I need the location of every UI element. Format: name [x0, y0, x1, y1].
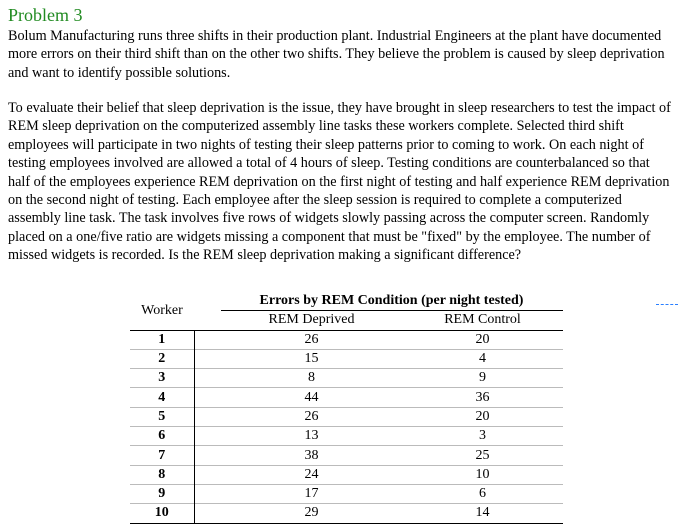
table-row	[130, 369, 563, 388]
table-row	[130, 484, 563, 503]
table-row	[130, 504, 563, 523]
table-row	[130, 349, 563, 368]
rem-deprived-cell: 38	[221, 446, 403, 465]
table-row	[130, 330, 563, 349]
worker-cell: 5	[130, 407, 194, 426]
rem-deprived-cell: 8	[221, 369, 403, 388]
table-row	[130, 465, 563, 484]
table-row	[130, 446, 563, 465]
dashed-marker	[656, 304, 678, 305]
rem-deprived-cell: 29	[221, 504, 403, 523]
rem-deprived-cell: 24	[221, 465, 403, 484]
rem-control-cell: 9	[403, 369, 563, 388]
rem-deprived-cell: 44	[221, 388, 403, 407]
worker-cell: 10	[130, 504, 194, 523]
rem-deprived-cell: 13	[221, 427, 403, 446]
rem-deprived-header: REM Deprived	[268, 312, 355, 328]
method-paragraph: To evaluate their belief that sleep deprivation is the issue, they have brought in sleep researchers to test the impact of REM sleep deprivation on the computerized assembly line tasks these workers complete. Selected third shift employees will participate in two nights of testing their sleep patterns prior to coming to work. On each night of testing employees involved are allowed a total of 4 hours of sleep. Testing conditions are counterbalanced so that half of the employees experience REM deprivation on the first night of testing and half experience REM deprivation on the second night of testing. Each employee after the sleep session is required to complete a computerized assembly line task. The task involves five rows of widgets slowly passing across the computer screen. Randomly placed on a one/five ratio are widgets missing a component that must be "fixed" by the employee. The number of missed widgets is recorded. Is the REM sleep deprivation making a significant difference?	[8, 100, 671, 264]
rem-control-cell: 10	[403, 465, 563, 484]
rem-control-cell: 20	[403, 407, 563, 426]
rem-control-cell: 36	[403, 388, 563, 407]
worker-cell: 7	[130, 446, 194, 465]
problem-title: Problem 3	[8, 5, 83, 25]
intro-paragraph: Bolum Manufacturing runs three shifts in their production plant. Industrial Engineers at the plant have documented more errors on their third shift than on the other two shifts. They believe the problem is caused by sleep deprivation and want to identify possible solutions.	[8, 28, 665, 81]
table-row	[130, 427, 563, 446]
rem-deprived-cell: 17	[221, 484, 403, 503]
worker-cell: 1	[130, 330, 194, 349]
worker-cell: 6	[130, 427, 194, 446]
rem-deprived-cell: 26	[221, 407, 403, 426]
table-row	[130, 388, 563, 407]
worker-header: Worker	[141, 302, 183, 318]
worker-cell: 2	[130, 349, 194, 368]
rem-control-cell: 6	[403, 484, 563, 503]
table-row	[130, 407, 563, 426]
rem-deprived-cell: 26	[221, 330, 403, 349]
condition-group-header: Errors by REM Condition (per night tested)	[221, 292, 563, 311]
worker-cell: 8	[130, 465, 194, 484]
table-body	[130, 330, 563, 523]
worker-cell: 4	[130, 388, 194, 407]
rem-control-cell: 14	[403, 504, 563, 523]
worker-cell: 9	[130, 484, 194, 503]
errors-table	[130, 292, 563, 524]
rem-control-cell: 4	[403, 349, 563, 368]
rem-control-cell: 20	[403, 330, 563, 349]
rem-deprived-cell: 15	[221, 349, 403, 368]
rem-control-header: REM Control	[444, 312, 521, 328]
rem-control-cell: 25	[403, 446, 563, 465]
rem-control-cell: 3	[403, 427, 563, 446]
worker-cell: 3	[130, 369, 194, 388]
